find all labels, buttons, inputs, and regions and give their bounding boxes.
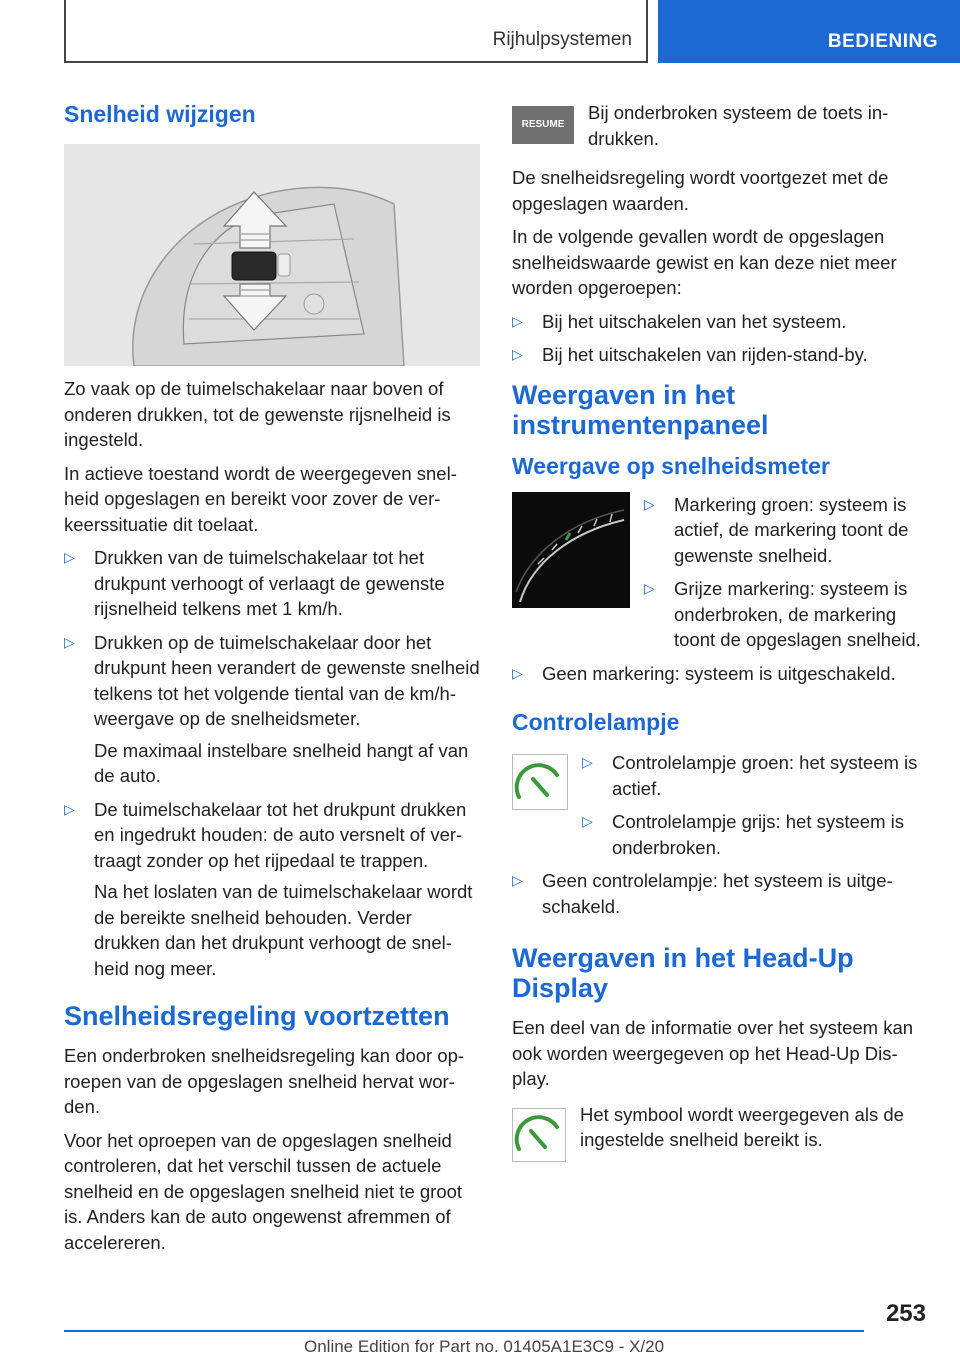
resume-row xyxy=(512,100,926,151)
list-item: ▷ Drukken van de tuimelschakelaar tot het drukpunt verhoogt of verlaagt de gewenste rijsnelheid telkens met 1 km/h. xyxy=(64,547,445,619)
paragraph: Bij onderbroken systeem de toets indrukken. xyxy=(588,102,889,149)
list-item: ▷ Geen markering: systeem is uitgeschakeld. xyxy=(512,661,926,687)
list-item: ▷ Drukken op de tuimelschakelaar door het drukpunt heen verandert de gewenste snelheid telkens tot het volgende tiental van de km/h-weergave op de snelheidsmeter. xyxy=(64,631,480,729)
triangle-bullet-icon: ▷ xyxy=(64,549,75,565)
heading-snelheidsregeling-voortzetten: Snelheidsregeling voortzetten xyxy=(64,1001,450,1031)
list-item: ▷ Controlelampje groen: het systeem is actief. xyxy=(582,752,918,799)
list-item: ▷ Bij het uitschakelen van het systeem. xyxy=(512,309,926,335)
footer-divider xyxy=(64,1330,864,1332)
triangle-bullet-icon: ▷ xyxy=(64,633,75,650)
triangle-bullet-icon: ▷ xyxy=(64,800,75,817)
heading-head-up-display: Weergaven in het Head-Up Display xyxy=(512,943,854,1003)
footer-edition: Online Edition for Part no. 01405A1E3C9 - X/20 xyxy=(304,1337,665,1356)
header-section-box xyxy=(64,0,648,63)
chapter-title: BEDIENING xyxy=(827,31,938,52)
list-item: ▷ Geen controlelampje: het systeem is uitgeschakeld. xyxy=(512,870,893,917)
list-item-note: De maximaal instelbare snelheid hangt af van de auto. xyxy=(94,739,469,786)
paragraph: Een onderbroken snelheidsregeling kan door oproepen van de opgeslagen snelheid hervat worden. xyxy=(64,1045,465,1117)
speedometer-list xyxy=(644,492,926,661)
heading-weergave-snelheidsmeter: Weergave op snelheidsmeter xyxy=(512,452,830,479)
heading-controlelampje: Controlelampje xyxy=(512,709,680,735)
triangle-bullet-icon: ▷ xyxy=(512,312,523,329)
triangle-bullet-icon: ▷ xyxy=(512,664,523,681)
list-item-note: Na het loslaten van de tuimelschakelaar wordt de bereikte snelheid behouden. Verder drukken dan het drukpunt verhoogt de snelheid nog meer. xyxy=(94,881,473,979)
paragraph: In de volgende gevallen wordt de opgeslagen snelheidswaarde gewist en kan deze niet meer worden opgeroepen: xyxy=(512,226,897,298)
triangle-bullet-icon: ▷ xyxy=(644,495,655,512)
triangle-bullet-icon: ▷ xyxy=(512,872,523,888)
left-column xyxy=(64,100,480,1263)
list-item: ▷ Grijze markering: systeem is onderbroken, de markering toont de opgeslagen snelheid. xyxy=(644,578,921,650)
heading-weergaven-instrumentenpaneel: Weergaven in het instrumentenpaneel xyxy=(512,379,769,440)
triangle-bullet-icon: ▷ xyxy=(582,813,593,829)
paragraph: Zo vaak op de tuimelschakelaar naar boven of onderen drukken, tot de gewenste rijsnelheid is ingesteld. xyxy=(64,378,451,450)
list-item: ▷ Bij het uitschakelen van rijden-stand-by. xyxy=(512,342,926,368)
speedometer-row xyxy=(512,492,926,661)
resume-button-image: RESUME xyxy=(512,106,574,144)
heading-snelheid-wijzigen: Snelheid wijzigen xyxy=(64,101,256,127)
steering-wheel-rocker-image xyxy=(64,144,480,366)
list-item: ▷ Markering groen: systeem is actief, de markering toont de gewenste snelheid. xyxy=(644,493,909,566)
paragraph: Het symbool wordt weergegeven als de ingestelde snelheid bereikt is. xyxy=(580,1103,904,1150)
triangle-bullet-icon: ▷ xyxy=(582,754,593,770)
header-chapter-box xyxy=(658,0,960,63)
triangle-bullet-icon: ▷ xyxy=(644,580,655,596)
list-item: ▷ De tuimelschakelaar tot het drukpunt drukken en ingedrukt houden: de auto versnelt of vertraagt zonder op het rijpedaal te trappen. xyxy=(64,798,467,871)
hud-speed-icon xyxy=(512,1108,566,1162)
list-item: ▷ Controlelampje grijs: het systeem is onderbroken. xyxy=(582,811,904,858)
page-number: 253 xyxy=(885,1300,926,1327)
paragraph: Een deel van de informatie over het systeem kan ook worden weergegeven op het Head-Up Display. xyxy=(512,1017,914,1089)
section-title: Rijhulpsystemen xyxy=(492,29,632,50)
hud-row xyxy=(512,1102,926,1162)
indicator-row xyxy=(512,750,926,868)
speed-indicator-icon xyxy=(512,754,568,810)
right-column xyxy=(512,100,926,1162)
paragraph: In actieve toestand wordt de weergegeven snelheid opgeslagen en bereikt voor zover de verkeerssituatie dit toelaat. xyxy=(64,462,457,535)
indicator-list xyxy=(582,750,926,868)
paragraph: De snelheidsregeling wordt voortgezet met de opgeslagen waarden. xyxy=(512,167,889,214)
speedometer-marking-image xyxy=(512,492,630,608)
triangle-bullet-icon: ▷ xyxy=(512,346,523,362)
paragraph: Voor het oproepen van de opgeslagen snelheid controleren, dat het verschil tussen de actuele snelheid en de opgeslagen snelheid niet te groot is. Anders kan de auto ongewenst afremmen of accelereren. xyxy=(64,1129,463,1253)
